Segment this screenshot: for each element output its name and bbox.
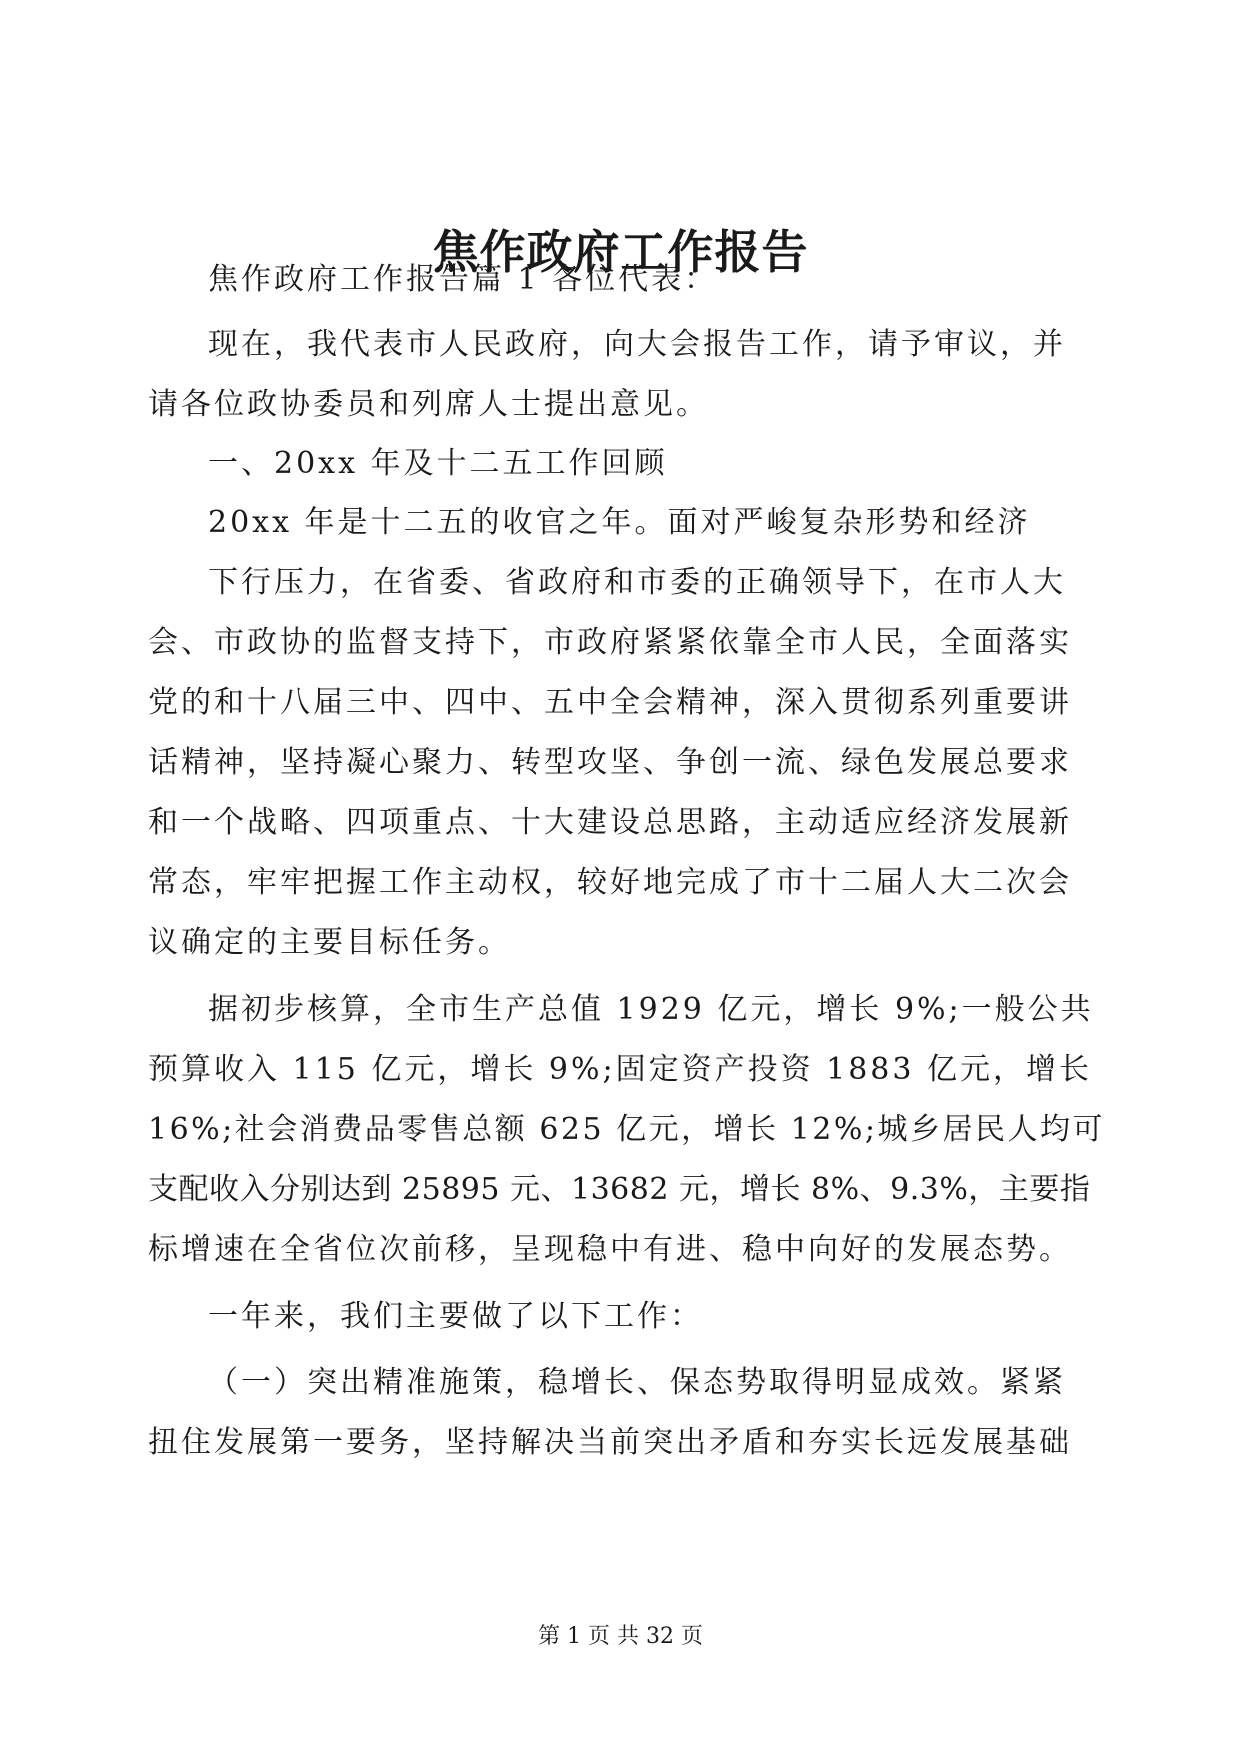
paragraph-line: 党的和十八届三中、四中、五中全会精神，深入贯彻系列重要讲 bbox=[148, 685, 1072, 720]
paragraph-line: 会、市政协的监督支持下，市政府紧紧依靠全市人民，全面落实 bbox=[148, 625, 1072, 660]
paragraph-line: 支配收入分别达到 25895 元、13682 元，增长 8%、9.3%，主要指 bbox=[148, 1172, 1091, 1207]
paragraph-line: 20xx 年是十二五的收官之年。面对严峻复杂形势和经济 bbox=[208, 505, 1031, 540]
paragraph-line: 标增速在全省位次前移，呈现稳中有进、稳中向好的发展态势。 bbox=[148, 1232, 1072, 1267]
paragraph-line: 一年来，我们主要做了以下工作： bbox=[208, 1299, 703, 1334]
paragraph-line: 扭住发展第一要务，坚持解决当前突出矛盾和夯实长远发展基础 bbox=[148, 1425, 1072, 1460]
paragraph-line: 话精神，坚持凝心聚力、转型攻坚、争创一流、绿色发展总要求 bbox=[148, 745, 1072, 780]
paragraph-line: 常态，牢牢把握工作主动权，较好地完成了市十二届人大二次会 bbox=[148, 865, 1072, 900]
paragraph-line: （一）突出精准施策，稳增长、保态势取得明显成效。紧紧 bbox=[208, 1365, 1066, 1400]
paragraph-line: 焦作政府工作报告篇 1 各位代表： bbox=[208, 262, 718, 297]
paragraph-line: 据初步核算，全市生产总值 1929 亿元，增长 9%;一般公共 bbox=[208, 992, 1094, 1027]
paragraph-line: 和一个战略、四项重点、十大建设总思路，主动适应经济发展新 bbox=[148, 805, 1072, 840]
paragraph-line: 预算收入 115 亿元，增长 9%;固定资产投资 1883 亿元，增长 bbox=[148, 1052, 1092, 1087]
section-heading: 一、20xx 年及十二五工作回顾 bbox=[208, 446, 668, 481]
paragraph-line: 16%;社会消费品零售总额 625 亿元，增长 12%;城乡居民人均可 bbox=[148, 1112, 1105, 1147]
paragraph-line: 现在，我代表市人民政府，向大会报告工作，请予审议，并 bbox=[208, 327, 1066, 362]
page-number-footer: 第 1 页 共 32 页 bbox=[538, 1624, 703, 1649]
paragraph-line: 下行压力，在省委、省政府和市委的正确领导下，在市人大 bbox=[208, 565, 1066, 600]
document-title: 焦作政府工作报告 bbox=[432, 225, 809, 279]
paragraph-line: 议确定的主要目标任务。 bbox=[148, 925, 511, 960]
paragraph-line: 请各位政协委员和列席人士提出意见。 bbox=[148, 387, 709, 422]
